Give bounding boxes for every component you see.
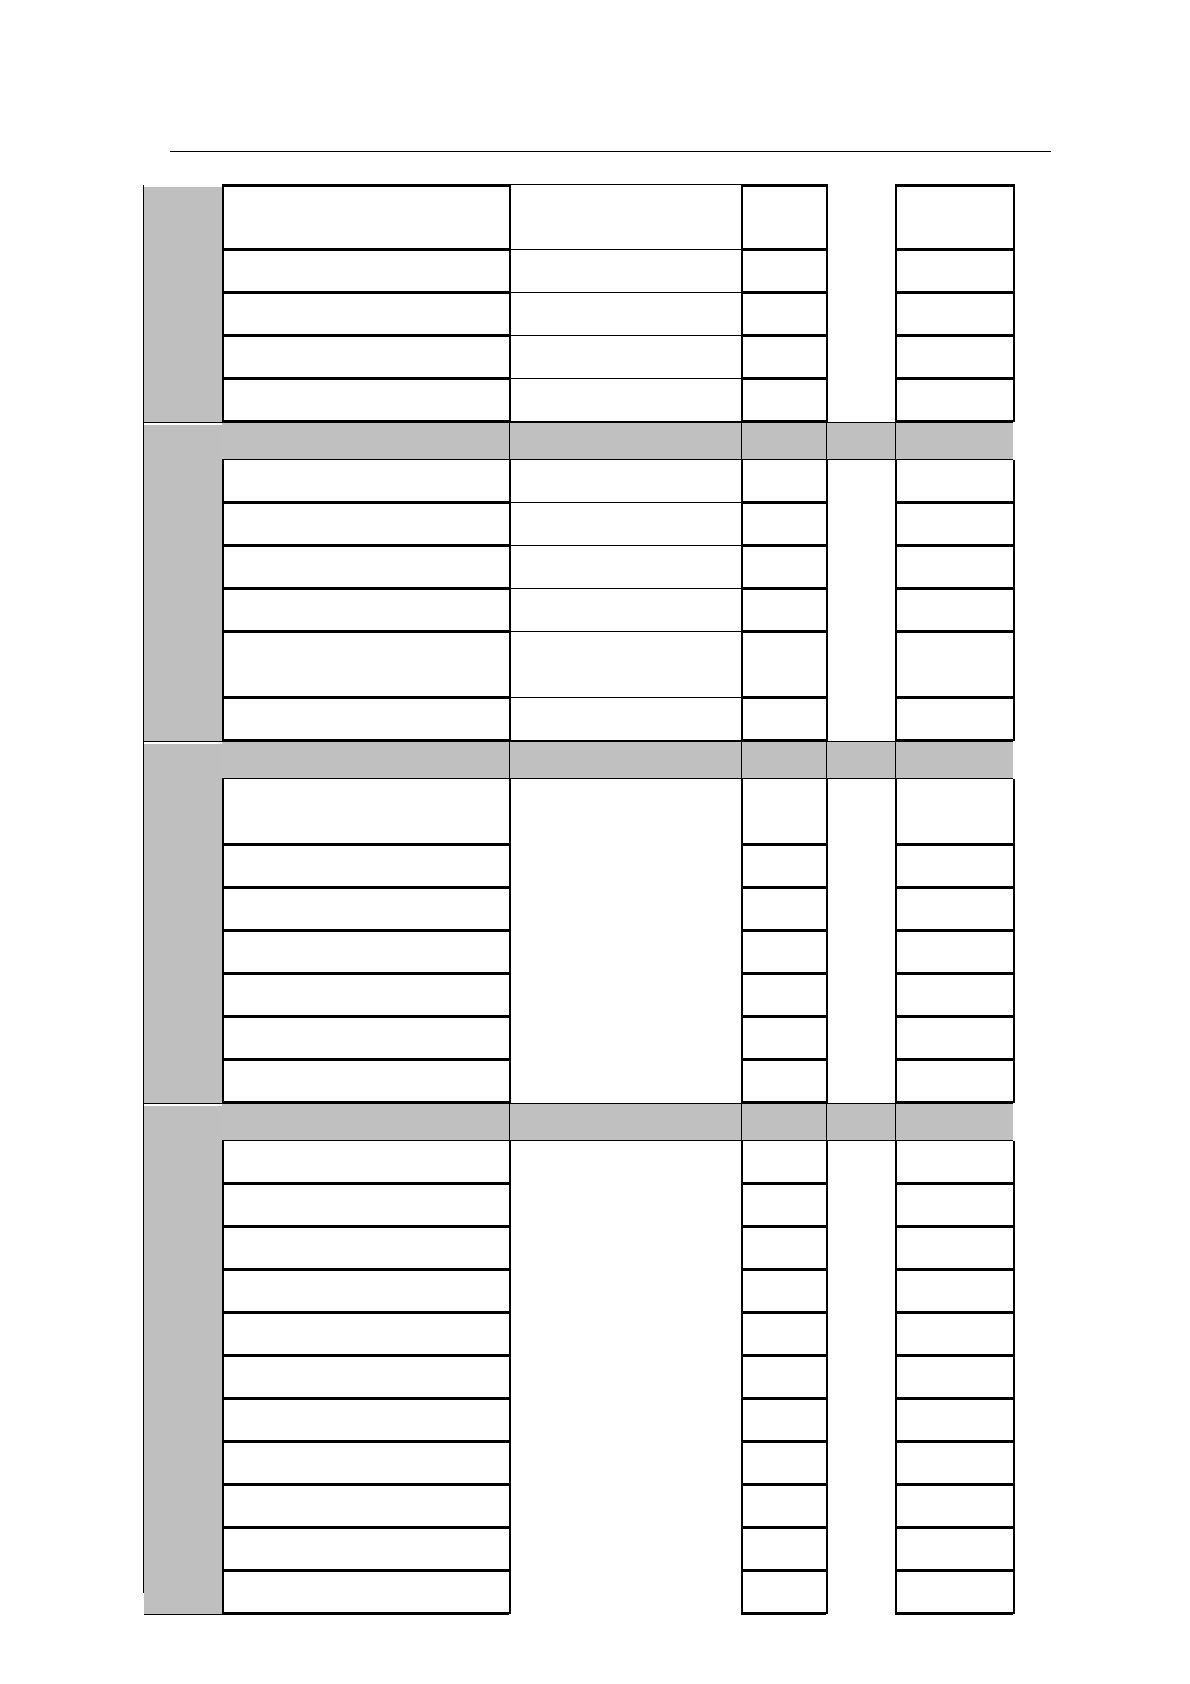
section-separator bbox=[144, 741, 222, 742]
table-top-rule-total bbox=[895, 184, 1013, 187]
col-line-description-left bbox=[222, 779, 224, 1103]
row-rule-value bbox=[741, 544, 826, 547]
col-line-value-right bbox=[826, 184, 828, 422]
header-col-divider bbox=[509, 422, 510, 460]
row-rule-total bbox=[895, 1483, 1013, 1486]
row-rule-total bbox=[895, 1311, 1013, 1314]
row-rule-reference bbox=[509, 631, 741, 632]
row-rule-total bbox=[895, 334, 1013, 337]
col-line-description-left bbox=[222, 1141, 224, 1614]
section-separator bbox=[144, 422, 222, 423]
col-line-value-left bbox=[741, 1141, 743, 1614]
row-rule-value bbox=[741, 972, 826, 975]
row-rule-description bbox=[222, 1612, 509, 1615]
header-col-divider bbox=[509, 741, 510, 779]
row-rule-total bbox=[895, 696, 1013, 699]
row-rule-description bbox=[222, 1311, 509, 1314]
section-band bbox=[144, 425, 222, 741]
col-line-description-left bbox=[222, 184, 224, 422]
col-line-description-right bbox=[509, 1141, 511, 1614]
section-band bbox=[144, 187, 222, 422]
col-line-total-left bbox=[895, 460, 897, 741]
row-rule-value bbox=[741, 334, 826, 337]
row-rule-description bbox=[222, 972, 509, 975]
row-rule-value bbox=[741, 1526, 826, 1529]
row-rule-total bbox=[895, 972, 1013, 975]
section-separator bbox=[144, 1103, 222, 1104]
row-rule-description bbox=[222, 1397, 509, 1400]
header-col-divider bbox=[826, 422, 827, 460]
row-rule-value bbox=[741, 1015, 826, 1018]
col-line-total-right bbox=[1013, 184, 1015, 422]
header-col-divider bbox=[741, 1103, 742, 1141]
row-rule-description bbox=[222, 886, 509, 889]
row-rule-description bbox=[222, 630, 509, 633]
row-rule-description bbox=[222, 1526, 509, 1529]
header-col-divider bbox=[509, 1103, 510, 1141]
row-rule-description bbox=[222, 544, 509, 547]
page-header-rule bbox=[170, 151, 1051, 152]
row-rule-description bbox=[222, 843, 509, 846]
section-band bbox=[144, 744, 222, 1103]
row-rule-value bbox=[741, 630, 826, 633]
col-line-value-right bbox=[826, 1141, 828, 1614]
row-rule-value bbox=[741, 886, 826, 889]
table-top-rule-description bbox=[222, 184, 509, 187]
col-line-value-left bbox=[741, 184, 743, 422]
row-rule-value bbox=[741, 1268, 826, 1271]
col-line-total-right bbox=[1013, 460, 1015, 741]
row-rule-description bbox=[222, 248, 509, 251]
row-rule-total bbox=[895, 1397, 1013, 1400]
row-rule-value bbox=[741, 291, 826, 294]
row-rule-description bbox=[222, 377, 509, 380]
row-rule-description bbox=[222, 291, 509, 294]
row-rule-value bbox=[741, 1483, 826, 1486]
row-rule-total bbox=[895, 1058, 1013, 1061]
row-rule-total bbox=[895, 248, 1013, 251]
row-rule-description bbox=[222, 587, 509, 590]
row-rule-value bbox=[741, 248, 826, 251]
row-rule-value bbox=[741, 501, 826, 504]
row-rule-description bbox=[222, 696, 509, 699]
row-rule-value bbox=[741, 1311, 826, 1314]
col-line-value-right bbox=[826, 460, 828, 741]
row-rule-value bbox=[741, 843, 826, 846]
section-separator bbox=[144, 1614, 222, 1615]
col-line-total-left bbox=[895, 1141, 897, 1614]
row-rule-total bbox=[895, 587, 1013, 590]
header-col-divider bbox=[826, 1103, 827, 1141]
row-rule-value bbox=[741, 1182, 826, 1185]
row-rule-reference bbox=[509, 697, 741, 698]
row-rule-value bbox=[741, 929, 826, 932]
row-rule-value bbox=[741, 1397, 826, 1400]
row-rule-total bbox=[895, 1440, 1013, 1443]
header-col-divider bbox=[895, 422, 896, 460]
row-rule-total bbox=[895, 291, 1013, 294]
row-rule-value bbox=[741, 1354, 826, 1357]
row-rule-description bbox=[222, 1483, 509, 1486]
row-rule-total bbox=[895, 1015, 1013, 1018]
header-col-divider bbox=[895, 1103, 896, 1141]
row-rule-description bbox=[222, 501, 509, 504]
col-line-total-right bbox=[1013, 779, 1015, 1103]
row-rule-value bbox=[741, 1225, 826, 1228]
row-rule-total bbox=[895, 544, 1013, 547]
section-band bbox=[144, 1106, 222, 1614]
row-rule-total bbox=[895, 1526, 1013, 1529]
col-line-description-left bbox=[222, 460, 224, 741]
row-rule-total bbox=[895, 843, 1013, 846]
header-col-divider bbox=[895, 741, 896, 779]
row-rule-reference bbox=[509, 545, 741, 546]
row-rule-description bbox=[222, 1015, 509, 1018]
row-rule-description bbox=[222, 1268, 509, 1271]
row-rule-description bbox=[222, 1569, 509, 1572]
row-rule-reference bbox=[509, 378, 741, 379]
row-rule-total bbox=[895, 1569, 1013, 1572]
col-line-total-left bbox=[895, 779, 897, 1103]
row-rule-total bbox=[895, 1354, 1013, 1357]
row-rule-reference bbox=[509, 335, 741, 336]
col-line-value-left bbox=[741, 779, 743, 1103]
row-rule-value bbox=[741, 1569, 826, 1572]
row-rule-total bbox=[895, 1225, 1013, 1228]
header-col-divider bbox=[826, 741, 827, 779]
row-rule-description bbox=[222, 334, 509, 337]
col-line-description-right bbox=[509, 779, 511, 1103]
row-rule-total bbox=[895, 929, 1013, 932]
table-top-rule-reference bbox=[509, 184, 741, 185]
col-line-description-right bbox=[509, 184, 511, 422]
header-col-divider bbox=[741, 422, 742, 460]
row-rule-description bbox=[222, 929, 509, 932]
table-top-rule-value bbox=[741, 184, 826, 187]
row-rule-reference bbox=[509, 249, 741, 250]
row-rule-reference bbox=[509, 588, 741, 589]
row-rule-value bbox=[741, 587, 826, 590]
row-rule-description bbox=[222, 1182, 509, 1185]
row-rule-reference bbox=[509, 502, 741, 503]
col-line-description-right bbox=[509, 460, 511, 741]
row-rule-value bbox=[741, 1612, 826, 1615]
row-rule-total bbox=[895, 377, 1013, 380]
col-line-value-left bbox=[741, 460, 743, 741]
row-rule-description bbox=[222, 1058, 509, 1061]
row-rule-value bbox=[741, 696, 826, 699]
row-rule-total bbox=[895, 886, 1013, 889]
row-rule-description bbox=[222, 1354, 509, 1357]
row-rule-total bbox=[895, 1612, 1013, 1615]
row-rule-total bbox=[895, 1182, 1013, 1185]
row-rule-value bbox=[741, 1058, 826, 1061]
row-rule-value bbox=[741, 1440, 826, 1443]
col-line-total-right bbox=[1013, 1141, 1015, 1614]
header-col-divider bbox=[741, 741, 742, 779]
row-rule-value bbox=[741, 377, 826, 380]
row-rule-total bbox=[895, 1268, 1013, 1271]
row-rule-reference bbox=[509, 292, 741, 293]
row-rule-description bbox=[222, 1440, 509, 1443]
row-rule-total bbox=[895, 501, 1013, 504]
col-line-value-right bbox=[826, 779, 828, 1103]
col-line-total-left bbox=[895, 184, 897, 422]
row-rule-description bbox=[222, 1225, 509, 1228]
row-rule-total bbox=[895, 630, 1013, 633]
